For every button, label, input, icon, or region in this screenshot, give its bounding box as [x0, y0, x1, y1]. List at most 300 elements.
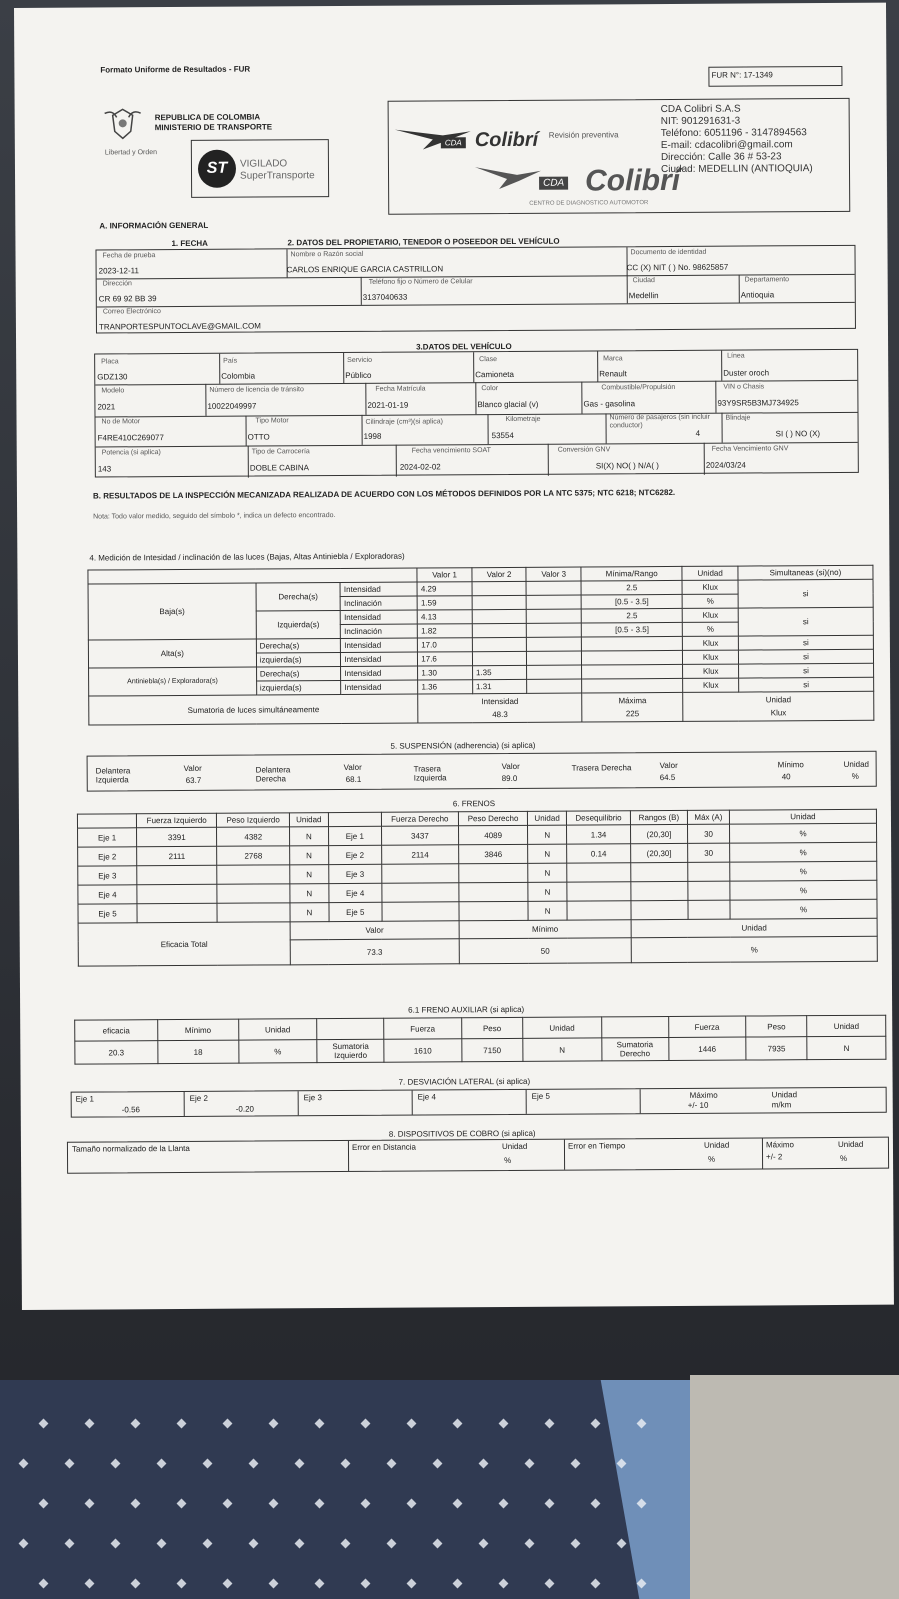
cell: 225 — [625, 709, 640, 719]
cell: Klux — [770, 708, 787, 718]
soat-value: 2024-02-02 — [399, 462, 441, 472]
depto-value: Antioquia — [740, 290, 775, 300]
cell: 1.36 — [418, 680, 473, 694]
vigilado-label: VIGILADO — [239, 158, 288, 170]
cobro-unidad-label: Unidad — [703, 1140, 730, 1150]
aux-peso-label: Peso — [746, 1016, 807, 1037]
company-phone: Teléfono: 6051196 - 3147894563 — [660, 127, 807, 140]
cell: 2111 — [137, 846, 218, 865]
cobro-title: 8. DISPOSITIVOS DE COBRO (si aplica) — [388, 1128, 536, 1139]
cell: N — [290, 865, 329, 884]
form-title: Formato Uniforme de Resultados - FUR — [100, 64, 251, 75]
cell: 17.6 — [418, 652, 473, 666]
cell: Intensidad — [341, 652, 418, 666]
cobro-pct: % — [708, 1154, 716, 1164]
cell: N — [290, 903, 329, 922]
doc-value: CC (X) NIT ( ) No. 98625857 — [626, 262, 729, 273]
cell — [137, 865, 218, 884]
cell: (20,30] — [631, 843, 688, 862]
cell — [527, 623, 582, 637]
cell — [688, 900, 730, 919]
potencia-value: 143 — [97, 464, 112, 474]
cell: Klux — [683, 636, 739, 650]
aux-p-der: 7935 — [746, 1037, 807, 1060]
cobro-error-tiempo-label: Error en Tiempo — [567, 1141, 626, 1151]
cell — [472, 623, 527, 637]
vehicle-box — [94, 349, 859, 478]
eficacia-minimo: 50 — [459, 938, 631, 964]
cda-badge: CDA — [441, 137, 466, 148]
desv-v1: -0.56 — [121, 1105, 140, 1115]
aux-table — [74, 1015, 886, 1065]
susp-unit: % — [851, 771, 859, 781]
susp-del-der-label: Delantera Derecha — [255, 765, 291, 784]
cell: si — [739, 677, 874, 692]
pais-value: Colombia — [221, 371, 256, 381]
eficacia-unidad-label: Unidad — [631, 918, 877, 938]
carroceria-label: Tipo de Carrocería — [251, 448, 310, 456]
susp-del-izq-label: Delantera Izquierda — [95, 766, 131, 785]
colibri-logo-large: Colibrí — [584, 163, 681, 198]
cell: 4.13 — [417, 610, 472, 624]
cell: Klux — [683, 678, 739, 692]
suspension-title: 5. SUSPENSIÓN (adherencia) (si aplica) — [390, 740, 536, 751]
cell: % — [730, 842, 877, 862]
brakes-header: Peso Derecho — [458, 811, 527, 825]
cell: % — [682, 594, 738, 608]
cell — [688, 862, 730, 881]
cda-badge-large: CDA — [539, 177, 568, 190]
susp-valor-label: Valor — [501, 761, 520, 772]
cell: [0.5 - 3.5] — [581, 594, 682, 609]
eficacia-valor: 73.3 — [290, 939, 459, 965]
cell — [217, 884, 290, 903]
cell: Eje 4 — [78, 885, 137, 904]
cell — [582, 664, 683, 679]
cell: 1.34 — [567, 825, 631, 844]
eficacia-minimo-label: Mínimo — [459, 920, 631, 939]
cell: Eje 4 — [329, 883, 382, 902]
lights-header-rango: Mínima/Rango — [581, 566, 682, 581]
company-name: CDA Colibri S.A.S — [660, 103, 741, 116]
desv-eje2-label: Eje 2 — [189, 1093, 208, 1103]
cell — [527, 609, 582, 623]
company-email: E-mail: cdacolibri@gmail.com — [660, 139, 793, 152]
marca-value: Renault — [599, 369, 627, 379]
cell — [381, 864, 458, 883]
cobro-llanta-label: Tamaño normalizado de la Llanta — [71, 1143, 190, 1154]
aux-unidad-label: Unidad — [238, 1019, 317, 1040]
cell: Inclinación — [340, 596, 417, 610]
desviacion-box — [71, 1087, 887, 1118]
cell — [217, 903, 290, 922]
cell — [527, 679, 582, 693]
section-a-title: A. INFORMACIÓN GENERAL — [99, 220, 209, 231]
susp-v3: 89.0 — [501, 773, 518, 784]
km-label: Kilometraje — [505, 415, 541, 424]
cell — [527, 637, 582, 651]
baja-derecha-label: Derecha(s) — [256, 583, 341, 612]
cell: N — [290, 884, 329, 903]
cell: 2.5 — [581, 580, 682, 595]
company-city: Ciudad: MEDELLIN (ANTIOQUIA) — [660, 163, 813, 176]
brakes-header — [328, 812, 381, 826]
cell — [217, 865, 290, 884]
aux-ef: 20.3 — [75, 1041, 158, 1065]
combustible-label: Combustible/Propulsión — [601, 383, 676, 392]
sumatoria-unidad — [683, 691, 874, 721]
susp-v4: 64.5 — [659, 772, 676, 783]
cobro-box — [67, 1137, 889, 1174]
cell — [581, 636, 682, 651]
cell: Intensidad — [481, 696, 519, 707]
supertransporte-box — [191, 139, 329, 198]
cell — [527, 595, 582, 609]
cell: si — [738, 649, 873, 664]
linea-value: Duster oroch — [723, 368, 770, 378]
tel-label: Teléfono fijo o Número de Celular — [368, 278, 473, 286]
republic-label: REPUBLICA DE COLOMBIA — [154, 112, 261, 123]
cda-header-box — [388, 98, 851, 215]
cell: 1.59 — [417, 596, 472, 610]
pasajeros-value: 4 — [695, 428, 701, 438]
company-nit: NIT: 901291631-3 — [660, 115, 741, 128]
aux-eficacia-label: eficacia — [75, 1020, 158, 1042]
gnv-fecha-value: 2024/03/24 — [705, 460, 746, 470]
cell: 1.30 — [418, 666, 473, 680]
brakes-header: Máx (A) — [687, 810, 729, 824]
vin-label: VIN o Chasis — [723, 383, 765, 391]
depto-label: Departamento — [744, 276, 790, 284]
combustible-value: Gas - gasolina — [583, 399, 636, 409]
servicio-value: Público — [345, 370, 372, 380]
lights-title: 4. Medición de Intesidad / inclinación de las luces (Bajas, Altas Antiniebla / Exploradoras) — [89, 551, 405, 563]
sumatoria-label: Sumatoria de luces simultáneamente — [89, 694, 418, 725]
document-page — [14, 3, 894, 1310]
cell — [527, 651, 582, 665]
hummingbird-icon-large — [473, 163, 543, 191]
baja-izquierda-label: Izquierda(s) — [256, 611, 341, 640]
cell — [459, 882, 528, 901]
aux-u-der: N — [807, 1036, 886, 1059]
placa-value: GDZ130 — [97, 372, 128, 382]
carroceria-value: DOBLE CABINA — [249, 463, 309, 473]
dir-label: Dirección — [102, 280, 132, 288]
km-value: 53554 — [491, 430, 514, 441]
cell — [688, 881, 730, 900]
cell: % — [729, 823, 876, 843]
table-row — [75, 1036, 886, 1064]
cobro-maximo-label: Máximo — [765, 1140, 795, 1150]
motor-value: F4RE410C269077 — [97, 433, 164, 443]
ciudad-label: Ciudad — [632, 277, 655, 285]
aux-peso-label: Peso — [461, 1017, 522, 1038]
cell — [472, 651, 527, 665]
cell — [582, 678, 683, 693]
section-b-title: B. RESULTADOS DE LA INSPECCIÓN MECANIZADA REALIZADA DE ACUERDO CON LOS MÉTODOS DEFINIDOS POR LA NTC 5375; NTC 6218; NTC6282. — [92, 487, 676, 501]
aux-unidad-label: Unidad — [807, 1015, 886, 1036]
ministry-label: MINISTERIO DE TRANSPORTE — [154, 122, 273, 133]
tel-value: 3137040633 — [362, 292, 408, 302]
baja-label: Baja(s) — [88, 583, 256, 640]
tipo-motor-value: OTTO — [247, 432, 270, 442]
desv-eje3-label: Eje 3 — [303, 1093, 322, 1103]
cell: 48.3 — [492, 709, 508, 720]
cell: Eje 2 — [78, 847, 137, 866]
marca-label: Marca — [603, 355, 623, 363]
general-info-box — [95, 245, 855, 334]
blindaje-value: SI ( ) NO (X) — [775, 429, 821, 439]
cell: Klux — [683, 650, 739, 664]
susp-unidad-label: Unidad — [843, 759, 870, 769]
susp-valor-label: Valor — [183, 763, 202, 773]
cell: Eje 5 — [329, 902, 382, 921]
brakes-header: Unidad — [729, 809, 876, 824]
cell: 4382 — [217, 827, 290, 846]
soat-label: Fecha vencimiento SOAT — [411, 447, 491, 455]
cell: Intensidad — [341, 638, 418, 652]
cell — [581, 650, 682, 665]
table-row — [89, 691, 874, 725]
cell: Intensidad — [340, 582, 417, 596]
aux-fuerza-label: Fuerza — [668, 1016, 746, 1037]
cell: izquierda(s) — [256, 681, 341, 696]
cell: Intensidad — [341, 680, 418, 694]
owner-title: 2. DATOS DEL PROPIETARIO, TENEDOR O POSEEDOR DEL VEHÍCULO — [287, 236, 560, 248]
cell: 2768 — [217, 846, 290, 865]
cell: 3437 — [381, 826, 458, 845]
aux-p-izq: 7150 — [461, 1038, 522, 1061]
sumatoria-intensidad — [418, 693, 582, 723]
cell: % — [730, 880, 877, 900]
vehicle-title: 3.DATOS DEL VEHÍCULO — [416, 341, 512, 352]
eficacia-unidad: % — [631, 936, 877, 962]
brakes-header: Rangos (B) — [630, 810, 687, 824]
aux-title: 6.1 FRENO AUXILIAR (si aplica) — [408, 1004, 525, 1015]
cell: 4.29 — [417, 582, 472, 596]
motto: Libertad y Orden — [104, 149, 158, 157]
cell: 3391 — [137, 827, 218, 846]
cell: [0.5 - 3.5] — [581, 622, 682, 637]
alta-label: Alta(s) — [88, 639, 256, 668]
cell: N — [290, 846, 329, 865]
susp-min: 40 — [781, 772, 791, 782]
cell — [631, 881, 688, 900]
cell: si — [738, 635, 873, 650]
cell: 3846 — [459, 844, 528, 863]
brakes-header: Fuerza Derecho — [381, 812, 458, 826]
cell: 1.82 — [418, 624, 473, 638]
potencia-label: Potencia (si aplica) — [101, 449, 161, 457]
antiniebla-label: Antiniebla(s) / Exploradora(s) — [89, 667, 257, 696]
cell: 2.5 — [581, 608, 682, 623]
cell — [382, 883, 459, 902]
cobro-unidad-label: Unidad — [501, 1141, 528, 1152]
cell: 1.31 — [472, 679, 527, 693]
lights-header-valor2: Valor 2 — [472, 567, 527, 581]
brakes-header: Fuerza Izquierdo — [136, 813, 217, 827]
susp-v1: 63.7 — [185, 775, 202, 785]
fur-number: FUR N°: 17-1349 — [708, 66, 842, 87]
brakes-header: Unidad — [528, 811, 567, 825]
nombre-value: CARLOS ENRIQUE GARCIA CASTRILLON — [286, 264, 444, 275]
cell — [631, 862, 688, 881]
susp-tra-izq-label: Trasera Izquierda — [413, 764, 447, 783]
cell — [459, 901, 528, 920]
revision-label: Revisión preventiva — [548, 130, 619, 140]
fecha-value: 2023-12-11 — [98, 266, 139, 276]
clase-value: Camioneta — [475, 369, 514, 380]
cilindraje-value: 1998 — [363, 431, 382, 441]
gnv-value: SI(X) NO( ) N/A( ) — [595, 461, 659, 471]
cell: Unidad — [765, 695, 792, 705]
lights-header-unidad: Unidad — [682, 566, 738, 580]
cell: % — [683, 622, 739, 636]
coat-of-arms-icon — [103, 105, 143, 143]
correo-label: Correo Electrónico — [102, 308, 161, 316]
blindaje-label: Blindaje — [725, 414, 751, 422]
doc-label: Documento de identidad — [630, 248, 707, 257]
cell — [631, 900, 688, 919]
brakes-header: Desequilibrio — [566, 811, 630, 825]
cobro-pct: % — [504, 1155, 512, 1166]
color-value: Blanco glacial (v) — [477, 399, 539, 410]
susp-tra-der-label: Trasera Derecha — [571, 763, 632, 773]
cell — [567, 863, 631, 882]
pasajeros-label: Número de pasajeros (sin incluir conductor) — [609, 413, 710, 430]
desv-eje4-label: Eje 4 — [417, 1092, 436, 1102]
aux-unit: % — [238, 1040, 317, 1063]
licencia-value: 10022049997 — [207, 401, 257, 411]
desv-v2: -0.20 — [235, 1104, 254, 1114]
cell: si — [738, 663, 873, 678]
cobro-error-dist-label: Error en Distancia — [351, 1142, 417, 1152]
brakes-table — [77, 809, 878, 967]
cell — [382, 902, 459, 921]
cell: Inclinación — [341, 624, 418, 638]
clase-label: Clase — [479, 356, 498, 364]
aux-u-izq: N — [523, 1038, 602, 1061]
cell — [526, 581, 581, 595]
cell: N — [289, 827, 328, 846]
cell — [567, 901, 631, 920]
company-info — [661, 103, 813, 176]
licencia-label: Número de licencia de tránsito — [209, 386, 304, 394]
eficacia-valor-label: Valor — [290, 921, 459, 940]
desv-maximo-label: Máximo — [689, 1090, 718, 1100]
suspension-box — [87, 751, 877, 792]
cell: 0.14 — [567, 844, 631, 863]
servicio-label: Servicio — [347, 356, 373, 364]
cell: N — [528, 844, 567, 863]
brakes-header: Unidad — [289, 813, 328, 827]
desviacion-title: 7. DESVIACIÓN LATERAL (si aplica) — [398, 1076, 531, 1087]
cell: si — [738, 579, 873, 608]
susp-valor-label: Valor — [343, 762, 362, 773]
cell: N — [528, 901, 567, 920]
lights-header-valor3: Valor 3 — [526, 567, 581, 581]
vin-value: 93Y9SR5B3MJ734925 — [717, 398, 799, 408]
cobro-pct: % — [840, 1153, 848, 1163]
cell: Eje 1 — [78, 828, 137, 847]
matricula-label: Fecha Matrícula — [375, 385, 426, 393]
desv-max-val: +/- 10 — [687, 1100, 709, 1110]
cell — [459, 863, 528, 882]
cell — [137, 884, 218, 903]
supertransporte-label: SuperTransporte — [239, 170, 315, 182]
cell: 30 — [688, 843, 730, 862]
susp-valor-label: Valor — [659, 760, 678, 771]
color-label: Color — [481, 385, 499, 393]
cell: Derecha(s) — [256, 639, 341, 654]
eficacia-label: Eficacia Total — [78, 922, 290, 966]
nombre-label: Nombre o Razón social — [290, 250, 364, 259]
section-b-note: Nota: Todo valor medido, seguido del símbolo *, indica un defecto encontrado. — [93, 512, 336, 521]
cell: izquierda(s) — [256, 653, 341, 668]
colibri-tagline: CENTRO DE DIAGNOSTICO AUTOMOTOR — [529, 200, 649, 207]
cell: Klux — [682, 580, 738, 594]
cilindraje-label: Cilindraje (cm³)(si aplica) — [365, 418, 443, 426]
linea-label: Línea — [727, 352, 745, 360]
motor-label: No de Motor — [101, 418, 141, 426]
susp-minimo-label: Mínimo — [777, 760, 804, 770]
cell: N — [528, 882, 567, 901]
cell: N — [528, 863, 567, 882]
aux-unidad-label: Unidad — [523, 1017, 602, 1038]
floor-area — [690, 1375, 899, 1599]
ciudad-value: Medellin — [628, 291, 659, 301]
desv-unidad-label: Unidad — [771, 1090, 798, 1100]
cell: si — [738, 607, 873, 636]
susp-v2: 68.1 — [345, 774, 362, 784]
tipo-motor-label: Tipo Motor — [255, 417, 289, 425]
gnv-label: Conversión GNV — [557, 446, 611, 454]
cell: 4089 — [458, 825, 527, 844]
lights-header-simultaneas: Simultaneas (si)(no) — [738, 565, 873, 580]
cell — [472, 595, 527, 609]
sumatoria-maxima — [582, 692, 684, 722]
cobro-max-val: +/- 2 — [766, 1152, 783, 1162]
gnv-fecha-label: Fecha Vencimiento GNV — [711, 445, 789, 453]
aux-fuerza-label: Fuerza — [384, 1018, 462, 1039]
brakes-header: Peso Izquierdo — [217, 813, 290, 827]
cell: Derecha(s) — [256, 667, 341, 682]
modelo-label: Modelo — [101, 387, 125, 395]
cell: 17.0 — [418, 638, 473, 652]
desv-eje5-label: Eje 5 — [531, 1091, 550, 1101]
cobro-unidad-label: Unidad — [837, 1139, 864, 1149]
cell — [472, 609, 527, 623]
pais-label: País — [223, 357, 238, 365]
aux-sum-der-label: Sumatoria Derecho — [601, 1038, 668, 1061]
cell: % — [730, 899, 877, 919]
cell: Klux — [683, 664, 739, 678]
cell: 30 — [687, 824, 729, 843]
fecha-label: Fecha de prueba — [102, 252, 156, 260]
correo-value: TRANPORTESPUNTOCLAVE@GMAIL.COM — [98, 321, 261, 332]
cell: Eje 3 — [328, 864, 381, 883]
aux-minimo-label: Mínimo — [158, 1019, 239, 1040]
cell: Klux — [683, 608, 739, 622]
cell: Intensidad — [341, 666, 418, 680]
cell: % — [730, 861, 877, 881]
cell: Máxima — [618, 696, 647, 706]
lights-table — [87, 565, 874, 726]
colibri-logo: Colibrí — [474, 128, 539, 152]
desv-eje1-label: Eje 1 — [75, 1094, 94, 1104]
aux-sum-izq-label: Sumatoria Izquierdo — [317, 1039, 384, 1062]
cell: Eje 2 — [328, 845, 381, 864]
